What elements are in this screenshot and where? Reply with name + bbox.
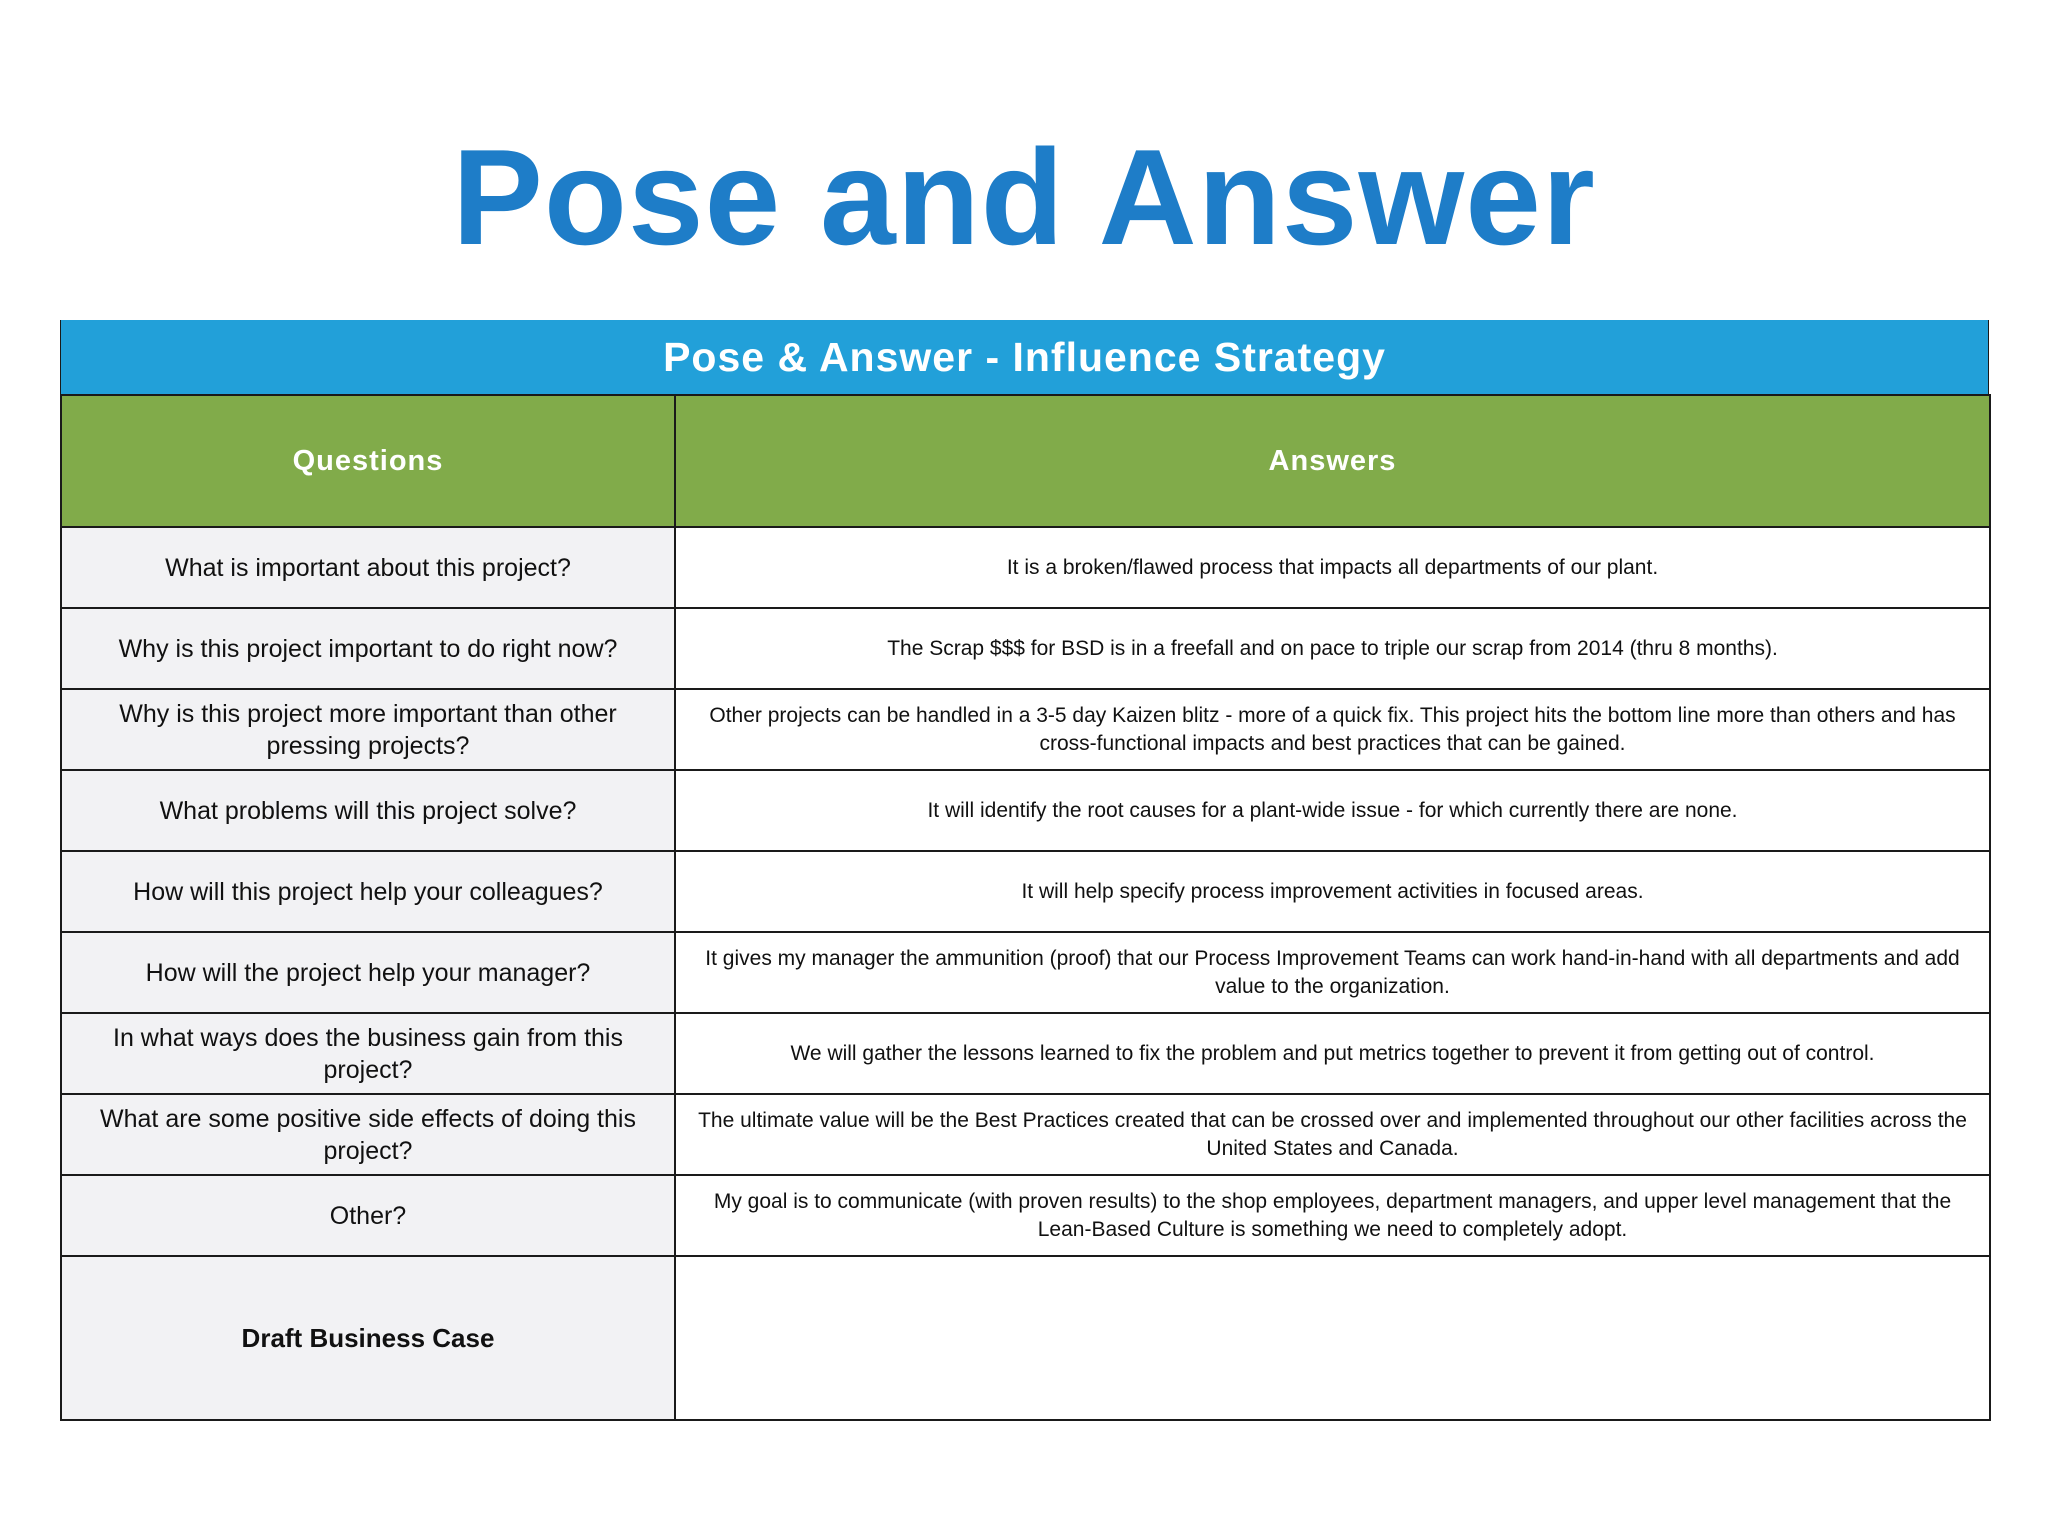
- table-row: [61, 608, 1990, 689]
- question-cell: Why is this project important to do right now?: [61, 608, 675, 689]
- question-cell: How will the project help your manager?: [61, 932, 675, 1013]
- table-row: [61, 1094, 1990, 1175]
- answer-cell: It is a broken/flawed process that impacts all departments of our plant.: [675, 527, 1990, 608]
- table-banner: Pose & Answer - Influence Strategy: [60, 320, 1989, 394]
- answer-cell: It gives my manager the ammunition (proof) that our Process Improvement Teams can work hand-in-hand with all departments and add value to the organization.: [675, 932, 1990, 1013]
- answer-cell: It will identify the root causes for a plant-wide issue - for which currently there are none.: [675, 770, 1990, 851]
- question-cell: How will this project help your colleagues?: [61, 851, 675, 932]
- answer-cell: The Scrap $$$ for BSD is in a freefall and on pace to triple our scrap from 2014 (thru 8 months).: [675, 608, 1990, 689]
- qa-table: [60, 394, 1991, 1421]
- influence-strategy-table: [60, 320, 1989, 1421]
- question-cell: What problems will this project solve?: [61, 770, 675, 851]
- answer-cell: It will help specify process improvement activities in focused areas.: [675, 851, 1990, 932]
- draft-business-case-label: Draft Business Case: [61, 1256, 675, 1420]
- table-row: [61, 932, 1990, 1013]
- draft-business-case-answer: [675, 1256, 1990, 1420]
- header-row: [61, 395, 1990, 527]
- table-row: [61, 1175, 1990, 1256]
- table-row: [61, 527, 1990, 608]
- answer-cell: My goal is to communicate (with proven results) to the shop employees, department managers, and upper level management that the Lean-Based Culture is something we need to completely adopt.: [675, 1175, 1990, 1256]
- question-cell: What are some positive side effects of doing this project?: [61, 1094, 675, 1175]
- table-row: [61, 1013, 1990, 1094]
- question-cell: In what ways does the business gain from this project?: [61, 1013, 675, 1094]
- draft-business-case-row: [61, 1256, 1990, 1420]
- question-cell: What is important about this project?: [61, 527, 675, 608]
- table-row: [61, 770, 1990, 851]
- answers-header: Answers: [675, 395, 1990, 527]
- slide-title: Pose and Answer: [452, 121, 1596, 273]
- table-row: [61, 851, 1990, 932]
- answer-cell: We will gather the lessons learned to fix the problem and put metrics together to prevent it from getting out of control.: [675, 1013, 1990, 1094]
- table-row: [61, 689, 1990, 770]
- answer-cell: The ultimate value will be the Best Practices created that can be crossed over and implemented throughout our other facilities across the United States and Canada.: [675, 1094, 1990, 1175]
- question-cell: Other?: [61, 1175, 675, 1256]
- questions-header: Questions: [61, 395, 675, 527]
- answer-cell: Other projects can be handled in a 3-5 day Kaizen blitz - more of a quick fix. This project hits the bottom line more than others and has cross-functional impacts and best practices that can be gained.: [675, 689, 1990, 770]
- question-cell: Why is this project more important than other pressing projects?: [61, 689, 675, 770]
